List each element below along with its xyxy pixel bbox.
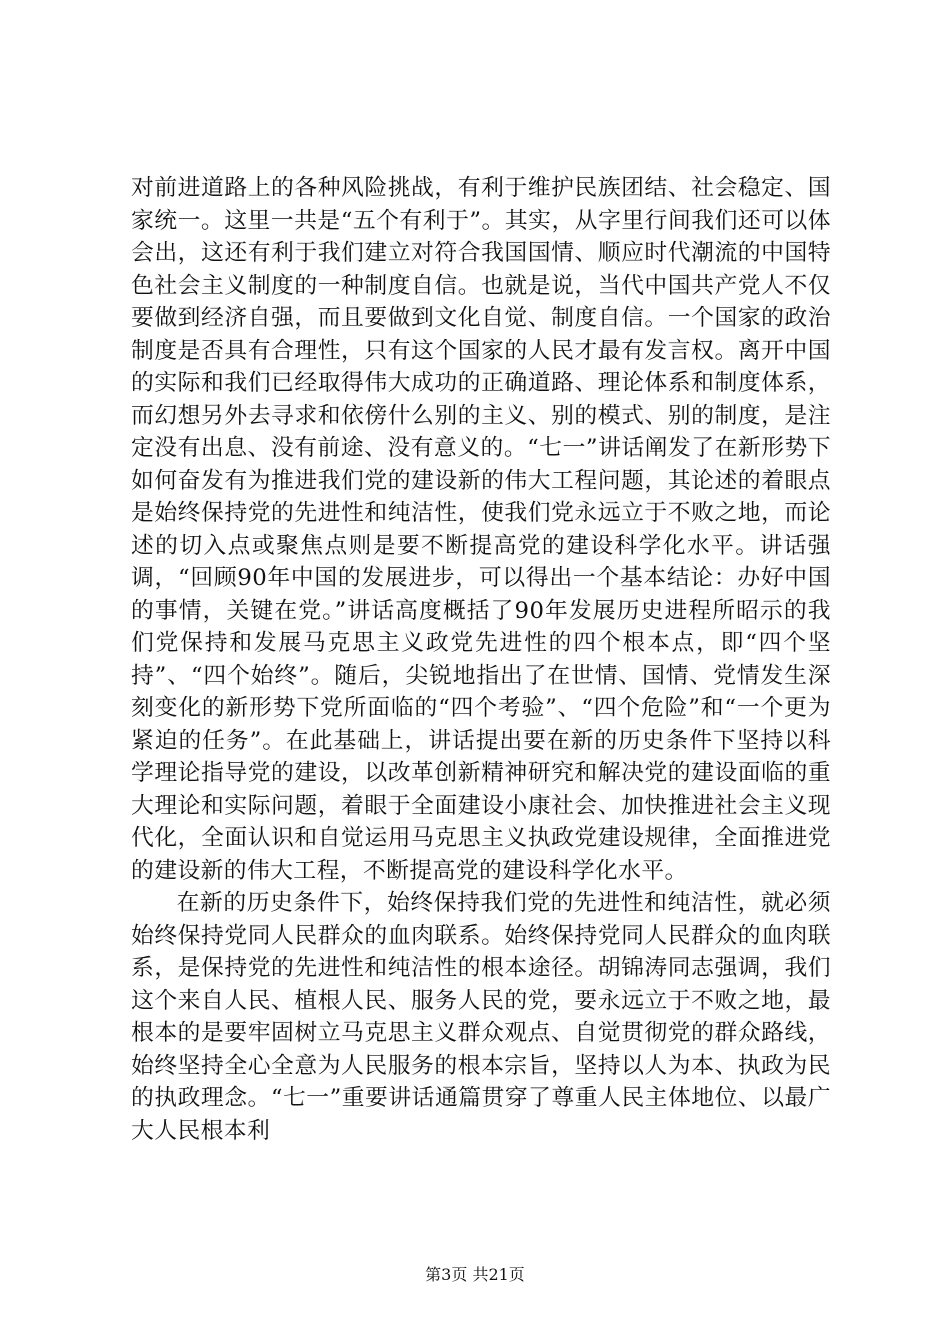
paragraph-2: 在新的历史条件下，始终保持我们党的先进性和纯洁性，就必须始终保持党同人民群众的血肉联系。始终保持党同人民群众的血肉联系，是保持党的先进性和纯洁性的根本途径。胡锦涛同志强调，我们这个来自人民、植根人民、服务人民的党，要永远立于不败之地，最根本的是要牢固树立马克思主义群众观点、自觉贯彻党的群众路线，始终坚持全心全意为人民服务的根本宗旨，坚持以人为本、执政为民的执政理念。“七一”重要讲话通篇贯穿了尊重人民主体地位、以最广大人民根本利 (131, 890, 831, 1144)
page-number-label: 第3页 共21页 (425, 1265, 525, 1284)
body-text (131, 172, 831, 1147)
paragraph-1: 对前进道路上的各种风险挑战，有利于维护民族团结、社会稳定、国家统一。这里一共是“五个有利于”。其实，从字里行间我们还可以体会出，这还有利于我们建立对符合我国国情、顺应时代潮流的中国特色社会主义制度的一种制度自信。也就是说，当代中国共产党人不仅要做到经济自强，而且要做到文化自觉、制度自信。一个国家的政治制度是否具有合理性，只有这个国家的人民才最有发言权。离开中国的实际和我们已经取得伟大成功的正确道路、理论体系和制度体系，而幻想另外去寻求和依傍什么别的主义、别的模式、别的制度，是注定没有出息、没有前途、没有意义的。“七一”讲话阐发了在新形势下如何奋发有为推进我们党的建设新的伟大工程问题，其论述的着眼点是始终保持党的先进性和纯洁性，使我们党永远立于不败之地，而论述的切入点或聚焦点则是要不断提高党的建设科学化水平。讲话强调，“回顾90年中国的发展进步，可以得出一个基本结论：办好中国的事情，关键在党。”讲话高度概括了90年发展历史进程所昭示的我们党保持和发展马克思主义政党先进性的四个根本点，即“四个坚持”、“四个始终”。随后，尖锐地指出了在世情、国情、党情发生深刻变化的新形势下党所面临的“四个考验”、“四个危险”和“一个更为紧迫的任务”。在此基础上，讲话提出要在新的历史条件下坚持以科学理论指导党的建设，以改革创新精神研究和解决党的建设面临的重大理论和实际问题，着眼于全面建设小康社会、加快推进社会主义现代化，全面认识和自觉运用马克思主义执政党建设规律，全面推进党的建设新的伟大工程，不断提高党的建设科学化水平。 (131, 175, 831, 884)
page-footer (0, 1265, 950, 1285)
